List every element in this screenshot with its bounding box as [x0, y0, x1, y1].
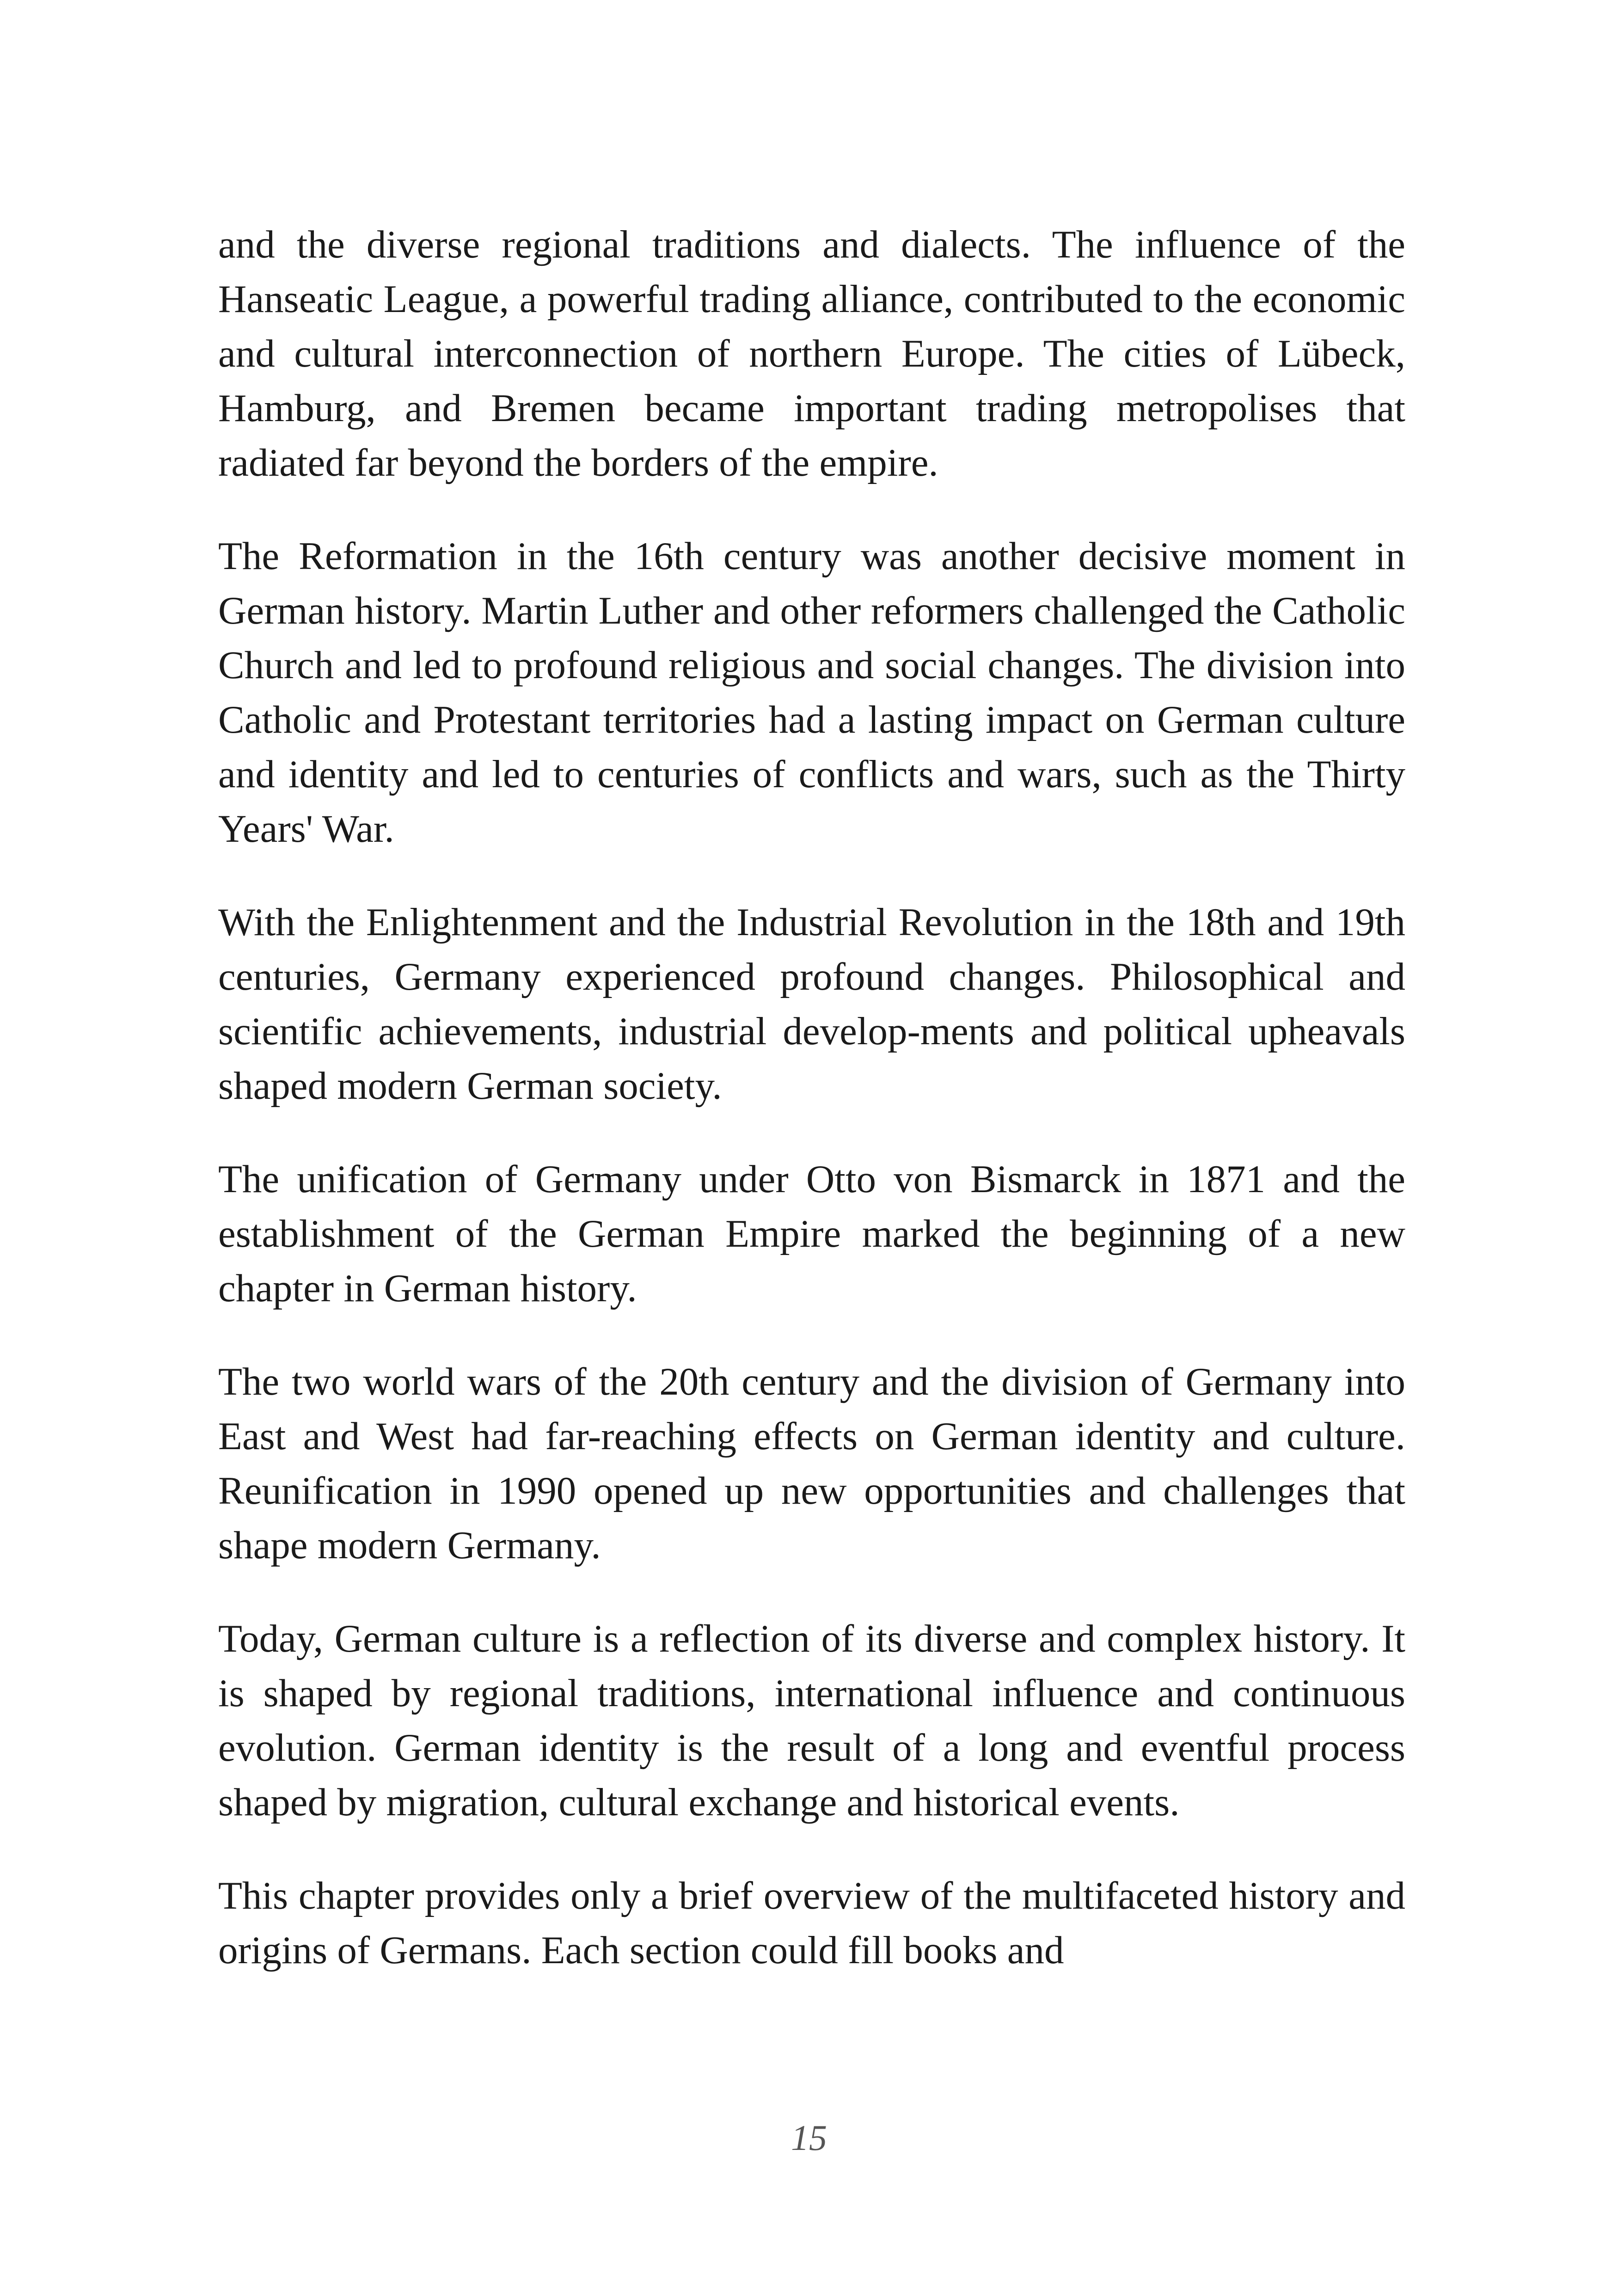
paragraph-today: Today, German culture is a reflection of its diverse and complex history. It is shaped by regional traditions, international influence and continuous evolution. German identity is the result of a long and eventful process shaped by migration, cultural exchange and historical events. [218, 1617, 1405, 1824]
body-text [218, 217, 1405, 1978]
page-number: 15 [791, 2118, 827, 2158]
paragraph-world-wars: The two world wars of the 20th century and the division of Germany into East and West had far-reaching effects on German identity and culture. Reunification in 1990 opened up new opportunities and challenges that shape modern Germany. [218, 1360, 1405, 1567]
paragraph-reformation: The Reformation in the 16th century was another decisive moment in German history. Martin Luther and other reformers challenged the Catholic Church and led to profound religious and social changes. The division into Catholic and Protestant territories had a lasting impact on German culture and identity and led to centuries of conflicts and wars, such as the Thirty Years' War. [218, 534, 1405, 851]
paragraph-chapter-overview: This chapter provides only a brief overview of the multifaceted history and origins of Germans. Each section could fill books and [218, 1874, 1405, 1972]
paragraph-enlightenment: With the Enlightenment and the Industrial Revolution in the 18th and 19th centuries, Germany experienced profound changes. Philosophical and scientific achievements, industrial develop-ments and political upheavals shaped modern German society. [218, 900, 1405, 1108]
paragraph-unification: The unification of Germany under Otto von Bismarck in 1871 and the establishment of the German Empire marked the beginning of a new chapter in German history. [218, 1157, 1405, 1310]
paragraph-hanseatic-league: and the diverse regional traditions and dialects. The influence of the Hanseatic League, a powerful trading alliance, contributed to the economic and cultural interconnection of northern Europe. The cities of Lübeck, Hamburg, and Bremen became important trading metropolises that radiated far beyond the borders of the empire. [218, 223, 1405, 484]
